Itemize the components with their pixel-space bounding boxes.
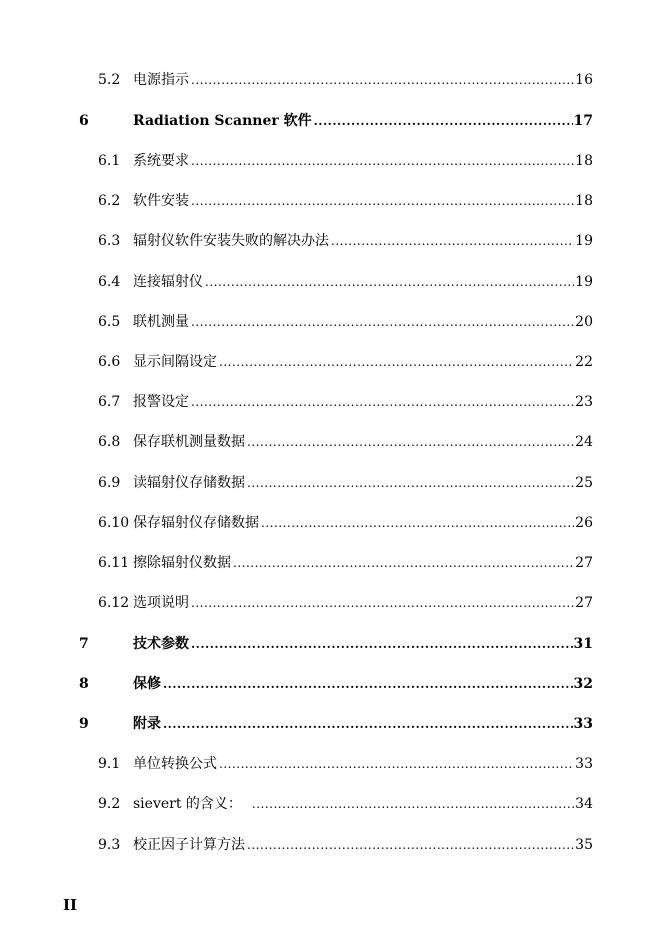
toc-entry-page: 16 <box>575 72 593 88</box>
toc-entry-title: 电源指示 <box>133 72 189 88</box>
toc-entry[interactable] <box>0 754 662 774</box>
toc-entry[interactable] <box>0 432 662 452</box>
dot-leader <box>191 151 574 171</box>
toc-entry[interactable] <box>0 714 662 734</box>
toc-entry-number: 6.12 <box>98 595 130 611</box>
toc-entry[interactable] <box>0 794 662 814</box>
dot-leader <box>191 191 574 211</box>
toc-entry-title: 软件安装 <box>133 193 189 209</box>
toc-entry-number: 6.2 <box>98 193 121 209</box>
toc-entry[interactable] <box>0 151 662 171</box>
toc-entry-page: 18 <box>575 193 593 209</box>
toc-entry-number: 9.1 <box>98 756 121 772</box>
toc-entry-title: 报警设定 <box>133 394 189 410</box>
toc-entry-title: 保存联机测量数据 <box>133 434 245 450</box>
toc-entry-title: Radiation Scanner 软件 <box>133 113 312 129</box>
dot-leader <box>233 553 574 573</box>
dot-leader <box>247 473 574 493</box>
dot-leader <box>191 634 573 654</box>
dot-leader <box>191 392 574 412</box>
toc-entry-page: 19 <box>575 274 593 290</box>
toc-entry-number: 7 <box>79 636 89 652</box>
toc-entry-title: 辐射仪软件安装失败的解决办法 <box>133 233 329 249</box>
dot-leader <box>219 754 574 774</box>
toc-entry-title: 附录 <box>133 716 161 732</box>
toc-entry-number: 6.8 <box>98 434 121 450</box>
toc-entry[interactable] <box>0 674 662 694</box>
toc-entry-title: 技术参数 <box>133 636 189 652</box>
toc-entry[interactable] <box>0 231 662 251</box>
toc-entry[interactable] <box>0 835 662 855</box>
toc-entry-number: 9 <box>79 716 89 732</box>
toc-entry[interactable] <box>0 111 662 131</box>
toc-entry-title: 单位转换公式 <box>133 756 217 772</box>
dot-leader <box>331 231 574 251</box>
toc-entry-title: 擦除辐射仪数据 <box>133 555 231 571</box>
toc-entry-number: 6 <box>79 113 89 129</box>
toc-entry[interactable] <box>0 352 662 372</box>
dot-leader <box>247 432 574 452</box>
dot-leader <box>247 835 574 855</box>
dot-leader <box>163 714 573 734</box>
toc-entry-number: 6.11 <box>98 555 130 571</box>
toc-entry-number: 6.5 <box>98 314 121 330</box>
toc-entry[interactable] <box>0 312 662 332</box>
toc-entry-number: 8 <box>79 676 89 692</box>
toc-entry-title: 连接辐射仪 <box>133 274 203 290</box>
page-number: II <box>63 896 78 914</box>
dot-leader <box>252 794 574 814</box>
toc-entry-page: 35 <box>575 837 593 853</box>
toc-entry-page: 18 <box>575 153 593 169</box>
toc-entry[interactable] <box>0 473 662 493</box>
toc-entry-page: 32 <box>573 676 593 692</box>
toc-entry-title: 校正因子计算方法 <box>133 837 245 853</box>
toc-entry-number: 9.3 <box>98 837 121 853</box>
toc-entry-title: 保修 <box>133 676 161 692</box>
toc-entry-title: 保存辐射仪存储数据 <box>133 515 259 531</box>
toc-entry-page: 19 <box>575 233 593 249</box>
toc-entry-number: 6.7 <box>98 394 121 410</box>
toc-entry-page: 27 <box>575 555 593 571</box>
toc-entry-title: 显示间隔设定 <box>133 354 217 370</box>
toc-entry-number: 6.3 <box>98 233 121 249</box>
toc-entry-page: 33 <box>573 716 593 732</box>
toc-entry-number: 5.2 <box>98 72 121 88</box>
toc-entry-number: 6.10 <box>98 515 130 531</box>
toc-entry-title: 系统要求 <box>133 153 189 169</box>
toc-entry-page: 27 <box>575 595 593 611</box>
dot-leader <box>191 312 574 332</box>
dot-leader <box>191 70 574 90</box>
dot-leader <box>219 352 574 372</box>
toc-entry[interactable] <box>0 392 662 412</box>
toc-entry-number: 6.9 <box>98 475 121 491</box>
toc-entry-title: 联机测量 <box>133 314 189 330</box>
toc-entry-page: 25 <box>575 475 593 491</box>
dot-leader <box>191 593 574 613</box>
toc-entry-number: 6.1 <box>98 153 121 169</box>
dot-leader <box>205 272 574 292</box>
toc-entry-page: 17 <box>573 113 593 129</box>
toc-entry-page: 24 <box>575 434 593 450</box>
toc-entry-number: 6.6 <box>98 354 121 370</box>
toc-entry[interactable] <box>0 553 662 573</box>
dot-leader <box>314 111 573 131</box>
toc-entry-title: 选项说明 <box>133 595 189 611</box>
toc-entry[interactable] <box>0 272 662 292</box>
toc-entry-page: 22 <box>575 354 593 370</box>
toc-entry-number: 9.2 <box>98 796 121 812</box>
toc-entry[interactable] <box>0 191 662 211</box>
dot-leader <box>261 513 574 533</box>
toc-entry[interactable] <box>0 593 662 613</box>
dot-leader <box>163 674 573 694</box>
toc-entry[interactable] <box>0 513 662 533</box>
toc-entry-number: 6.4 <box>98 274 121 290</box>
toc-entry-page: 23 <box>575 394 593 410</box>
toc-entry-page: 26 <box>575 515 593 531</box>
toc-entry-page: 34 <box>575 796 593 812</box>
toc-entry[interactable] <box>0 634 662 654</box>
toc-entry-page: 31 <box>573 636 593 652</box>
toc-entry[interactable] <box>0 70 662 90</box>
toc-entry-page: 20 <box>575 314 593 330</box>
toc-entry-title: 读辐射仪存储数据 <box>133 475 245 491</box>
toc-entry-title: sievert 的含义： <box>133 796 242 812</box>
toc-entry-page: 33 <box>575 756 593 772</box>
